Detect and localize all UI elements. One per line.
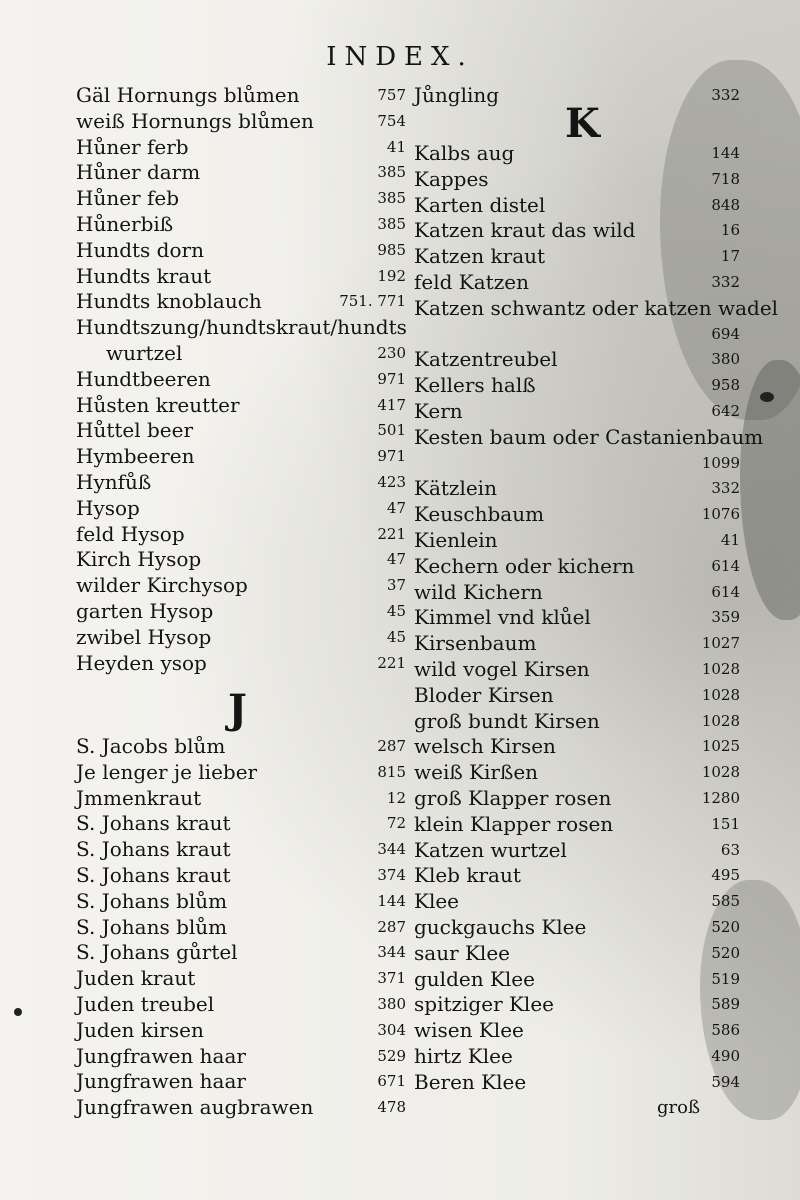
index-entry <box>76 521 406 547</box>
index-entry <box>76 417 406 443</box>
index-entry <box>76 288 406 314</box>
index-entry <box>414 604 740 630</box>
index-entry <box>76 810 406 836</box>
ink-blot <box>14 1008 22 1016</box>
index-entry <box>414 553 740 579</box>
entry-name: Kienlein <box>414 528 498 552</box>
index-entry <box>76 939 406 965</box>
entry-name: Jungfrawen augbrawen <box>76 1095 314 1120</box>
entry-name: wisen Klee <box>414 1018 524 1043</box>
entry-page-number: 45 <box>386 627 406 646</box>
entry-page-number: 417 <box>377 395 406 414</box>
entry-name: feld Katzen <box>414 270 529 294</box>
entry-name: Je lenger je lieber <box>76 759 258 784</box>
entry-name: Hundtbeeren <box>76 366 211 391</box>
entry-name: Gäl Hornungs blůmen <box>76 83 300 107</box>
index-entry <box>414 295 779 321</box>
entry-page-number: 423 <box>377 473 406 491</box>
entry-page-number: 12 <box>386 788 406 807</box>
index-entry <box>76 598 406 624</box>
entry-name: Hundts dorn <box>76 237 204 262</box>
entry-page-number: 671 <box>377 1072 406 1091</box>
index-entry <box>414 630 740 656</box>
entry-name: Hundts knoblauch <box>76 289 262 314</box>
entry-name: S. Johans kraut <box>76 837 231 862</box>
entry-page-number: 1028 <box>701 763 740 782</box>
entry-page-number: 971 <box>377 369 406 388</box>
index-entry <box>414 914 740 940</box>
entry-page-number: 519 <box>711 969 740 988</box>
entry-page-number: 718 <box>711 169 740 188</box>
entry-name: Hůner darm <box>76 160 201 185</box>
entry-page-number: groß <box>657 1096 700 1118</box>
entry-name: Hynfůß <box>76 470 152 494</box>
entry-page-number: 45 <box>386 602 406 620</box>
index-entry <box>414 1017 740 1043</box>
entry-name: wild vogel Kirsen <box>414 657 590 681</box>
index-entry <box>76 134 406 160</box>
entry-name: Kellers halß <box>414 373 536 398</box>
index-entry <box>76 1043 406 1069</box>
index-entry <box>414 759 740 785</box>
entry-page-number: 371 <box>377 969 406 988</box>
index-entry <box>414 501 740 527</box>
entry-page-number: 501 <box>377 421 406 440</box>
entry-page-number: 47 <box>386 550 406 569</box>
entry-name: Hůsten kreutter <box>76 392 240 417</box>
index-entry <box>414 475 740 501</box>
index-entry <box>76 546 406 572</box>
index-entry <box>76 211 406 237</box>
index-entry <box>414 656 740 682</box>
index-entry <box>414 217 740 243</box>
entry-page-number: 958 <box>711 376 740 395</box>
index-entry <box>76 340 406 366</box>
entry-page-number: 287 <box>377 917 406 936</box>
entry-page-number: 332 <box>711 86 740 104</box>
index-entry <box>76 82 406 108</box>
entry-page-number: 385 <box>377 215 406 233</box>
section-letter-j: J <box>228 686 247 733</box>
entry-name: Juden kraut <box>76 966 196 991</box>
index-entry <box>414 991 740 1017</box>
entry-page-number: 151 <box>711 814 740 833</box>
entry-page-number: 332 <box>711 273 740 291</box>
entry-page-number: 144 <box>711 144 740 162</box>
entry-name: Jungfrawen haar <box>76 1043 246 1068</box>
entry-page-number: 63 <box>720 840 740 859</box>
entry-name: Klee <box>414 889 460 914</box>
index-entry <box>414 785 740 811</box>
entry-page-number: 495 <box>711 866 740 885</box>
entry-page-number: 848 <box>711 195 740 214</box>
entry-name: S. Johans blům <box>76 888 228 913</box>
entry-name: Kern <box>414 399 463 423</box>
entry-name: gulden Klee <box>414 966 535 991</box>
index-entry <box>76 991 406 1017</box>
index-entry <box>414 579 740 605</box>
entry-page-number: 520 <box>711 918 740 936</box>
entry-name: Bloder Kirsen <box>414 682 554 707</box>
index-entry <box>414 269 740 295</box>
entry-page-number: 380 <box>711 350 740 369</box>
index-entry <box>414 424 764 450</box>
entry-name: Hymbeeren <box>76 444 195 469</box>
entry-name: Jungfrawen haar <box>76 1069 246 1094</box>
entry-name: Katzentreubel <box>414 347 558 372</box>
index-entry <box>414 708 740 734</box>
index-entry <box>76 733 406 759</box>
index-entry <box>76 185 406 211</box>
index-entry <box>414 811 740 837</box>
entry-page-number: 385 <box>377 163 406 182</box>
entry-name: Kesten baum oder Castanienbaum <box>414 424 764 449</box>
index-entry <box>414 1069 740 1095</box>
entry-name: weiß Hornungs blůmen <box>76 108 314 133</box>
index-entry <box>414 372 740 398</box>
index-entry <box>414 1043 740 1069</box>
index-entry <box>76 159 406 185</box>
entry-page-number: 694 <box>711 324 740 343</box>
index-entry <box>76 759 406 785</box>
entry-page-number: 344 <box>377 840 406 859</box>
index-entry <box>76 650 406 676</box>
entry-name: zwibel Hysop <box>76 624 212 649</box>
entry-page-number: 754 <box>377 111 406 130</box>
entry-page-number: 1099 <box>701 453 740 472</box>
index-entry <box>76 914 406 940</box>
entry-page-number: 221 <box>377 653 406 672</box>
entry-page-number: 1028 <box>701 660 740 678</box>
entry-name: Kleb kraut <box>414 863 521 888</box>
ink-blot <box>760 392 774 402</box>
entry-page-number: 374 <box>377 866 406 884</box>
entry-page-number: 614 <box>711 582 740 601</box>
entry-page-number: 72 <box>386 814 406 833</box>
entry-name: Katzen wurtzel <box>414 837 567 862</box>
entry-page-number: 287 <box>377 737 406 755</box>
entry-page-number: 359 <box>711 608 740 627</box>
entry-name: groß Klapper rosen <box>414 786 612 810</box>
entry-page-number: 41 <box>720 531 740 549</box>
entry-name: Juden kirsen <box>76 1017 204 1042</box>
entry-name: feld Hysop <box>76 521 185 546</box>
entry-page-number: 589 <box>711 995 740 1014</box>
entry-page-number: 1280 <box>701 789 740 807</box>
entry-name: Katzen kraut <box>414 244 546 269</box>
entry-page-number: 614 <box>711 556 740 575</box>
page-title: INDEX. <box>326 42 474 72</box>
index-entry <box>76 392 406 418</box>
index-entry <box>414 82 740 108</box>
index-entry <box>414 450 740 476</box>
entry-page-number: 1028 <box>701 711 740 730</box>
entry-page-number: 585 <box>711 892 740 911</box>
entry-page-number: 985 <box>377 240 406 259</box>
entry-name: S. Johans kraut <box>76 863 231 887</box>
entry-name: Keuschbaum <box>414 502 545 527</box>
entry-name: Kechern oder kichern <box>414 553 635 578</box>
entry-name: Katzen schwantz oder katzen wadel <box>414 295 779 320</box>
entry-page-number: 1076 <box>701 505 740 524</box>
index-entry <box>414 888 740 914</box>
index-entry <box>76 1094 406 1120</box>
entry-name: Heyden ysop <box>76 650 207 675</box>
entry-page-number: 757 <box>377 86 406 104</box>
entry-name: S. Johans blům <box>76 914 228 939</box>
entry-name: Kirch Hysop <box>76 547 202 572</box>
index-entry <box>76 108 406 134</box>
index-entry <box>76 237 406 263</box>
entry-name: Beren Klee <box>414 1069 527 1094</box>
index-entry <box>76 888 406 914</box>
entry-page-number: 37 <box>386 576 406 595</box>
index-entry <box>414 862 740 888</box>
entry-page-number: 586 <box>711 1021 740 1040</box>
index-entry <box>76 572 406 598</box>
entry-name: S. Johans gůrtel <box>76 940 238 965</box>
entry-name: wild Kichern <box>414 579 543 604</box>
entry-page-number: 642 <box>711 402 740 420</box>
entry-page-number: 385 <box>377 189 406 208</box>
entry-name: S. Johans kraut <box>76 811 231 836</box>
entry-page-number: 478 <box>377 1098 406 1117</box>
entry-page-number: 344 <box>377 943 406 962</box>
index-entry <box>414 398 740 424</box>
index-entry <box>76 965 406 991</box>
entry-name: wilder Kirchysop <box>76 573 248 598</box>
entry-page-number: 47 <box>386 498 406 517</box>
entry-name: Hůttel beer <box>76 418 194 443</box>
entry-name: Hůnerbiß <box>76 212 174 236</box>
entry-name: klein Klapper rosen <box>414 811 614 836</box>
entry-name: Juden treubel <box>76 992 215 1016</box>
index-entry <box>414 1095 740 1121</box>
index-entry <box>76 263 406 289</box>
index-entry <box>76 1017 406 1043</box>
entry-name: Hysop <box>76 495 140 520</box>
entry-name: groß bundt Kirsen <box>414 708 600 733</box>
index-entry <box>76 785 406 811</box>
entry-name: Kappes <box>414 166 489 191</box>
entry-page-number: 192 <box>377 266 406 285</box>
entry-page-number: 16 <box>720 221 740 240</box>
index-entry <box>76 443 406 469</box>
entry-page-number: 17 <box>720 247 740 266</box>
index-entry <box>76 495 406 521</box>
index-entry <box>76 836 406 862</box>
entry-page-number: 520 <box>711 943 740 962</box>
index-entry <box>414 140 740 166</box>
entry-name: Hůner ferb <box>76 134 189 159</box>
entry-name: guckgauchs Klee <box>414 915 587 939</box>
index-entry <box>414 346 740 372</box>
index-entry <box>414 837 740 863</box>
entry-page-number: 144 <box>377 891 406 910</box>
index-entry <box>414 682 740 708</box>
entry-name: Jmmenkraut <box>76 785 202 810</box>
entry-name: weiß Kirßen <box>414 760 539 785</box>
entry-name: Kätzlein <box>414 476 497 501</box>
index-entry <box>76 862 406 888</box>
entry-name: saur Klee <box>414 940 510 965</box>
index-entry <box>414 321 740 347</box>
index-entry <box>76 624 406 650</box>
entry-name: Kirsenbaum <box>414 631 537 656</box>
entry-name: Hůner feb <box>76 186 179 211</box>
entry-name: garten Hysop <box>76 599 214 623</box>
index-entry <box>414 940 740 966</box>
section-letter-k: K <box>565 100 600 147</box>
entry-name: Kimmel vnd klůel <box>414 605 591 630</box>
entry-page-number: 1027 <box>701 634 740 653</box>
entry-page-number: 971 <box>377 447 406 466</box>
entry-name: Kalbs aug <box>414 141 515 165</box>
index-entry <box>76 366 406 392</box>
entry-name: Karten distel <box>414 192 546 217</box>
entry-name: Hundts kraut <box>76 263 212 288</box>
entry-page-number: 41 <box>386 137 406 156</box>
index-entry <box>76 1068 406 1094</box>
entry-page-number: 230 <box>377 344 406 362</box>
entry-name: Hundtszung/hundtskraut/hundts <box>76 315 407 340</box>
entry-name: welsch Kirsen <box>414 734 556 759</box>
entry-page-number: 380 <box>377 995 406 1013</box>
entry-page-number: 751. 771 <box>339 292 406 311</box>
entry-page-number: 304 <box>377 1020 406 1039</box>
entry-name: spitziger Klee <box>414 992 554 1017</box>
entry-name: S. Jacobs blům <box>76 734 226 758</box>
entry-page-number: 529 <box>377 1046 406 1065</box>
entry-name: Jůngling <box>414 83 500 107</box>
entry-page-number: 332 <box>711 479 740 498</box>
entry-page-number: 221 <box>377 524 406 543</box>
entry-page-number: 815 <box>377 762 406 781</box>
index-entry <box>414 192 740 218</box>
index-entry <box>414 243 740 269</box>
index-entry <box>76 314 406 340</box>
index-entry <box>414 166 740 192</box>
entry-name: wurtzel <box>106 341 183 365</box>
index-entry <box>76 469 406 495</box>
entry-page-number: 1025 <box>701 737 740 756</box>
entry-name: Katzen kraut das wild <box>414 218 636 243</box>
index-entry <box>414 527 740 553</box>
entry-page-number: 1028 <box>701 685 740 704</box>
index-entry <box>414 733 740 759</box>
entry-name: hirtz Klee <box>414 1044 513 1068</box>
entry-page-number: 490 <box>711 1047 740 1065</box>
entry-page-number: 594 <box>711 1072 740 1091</box>
index-entry <box>414 966 740 992</box>
